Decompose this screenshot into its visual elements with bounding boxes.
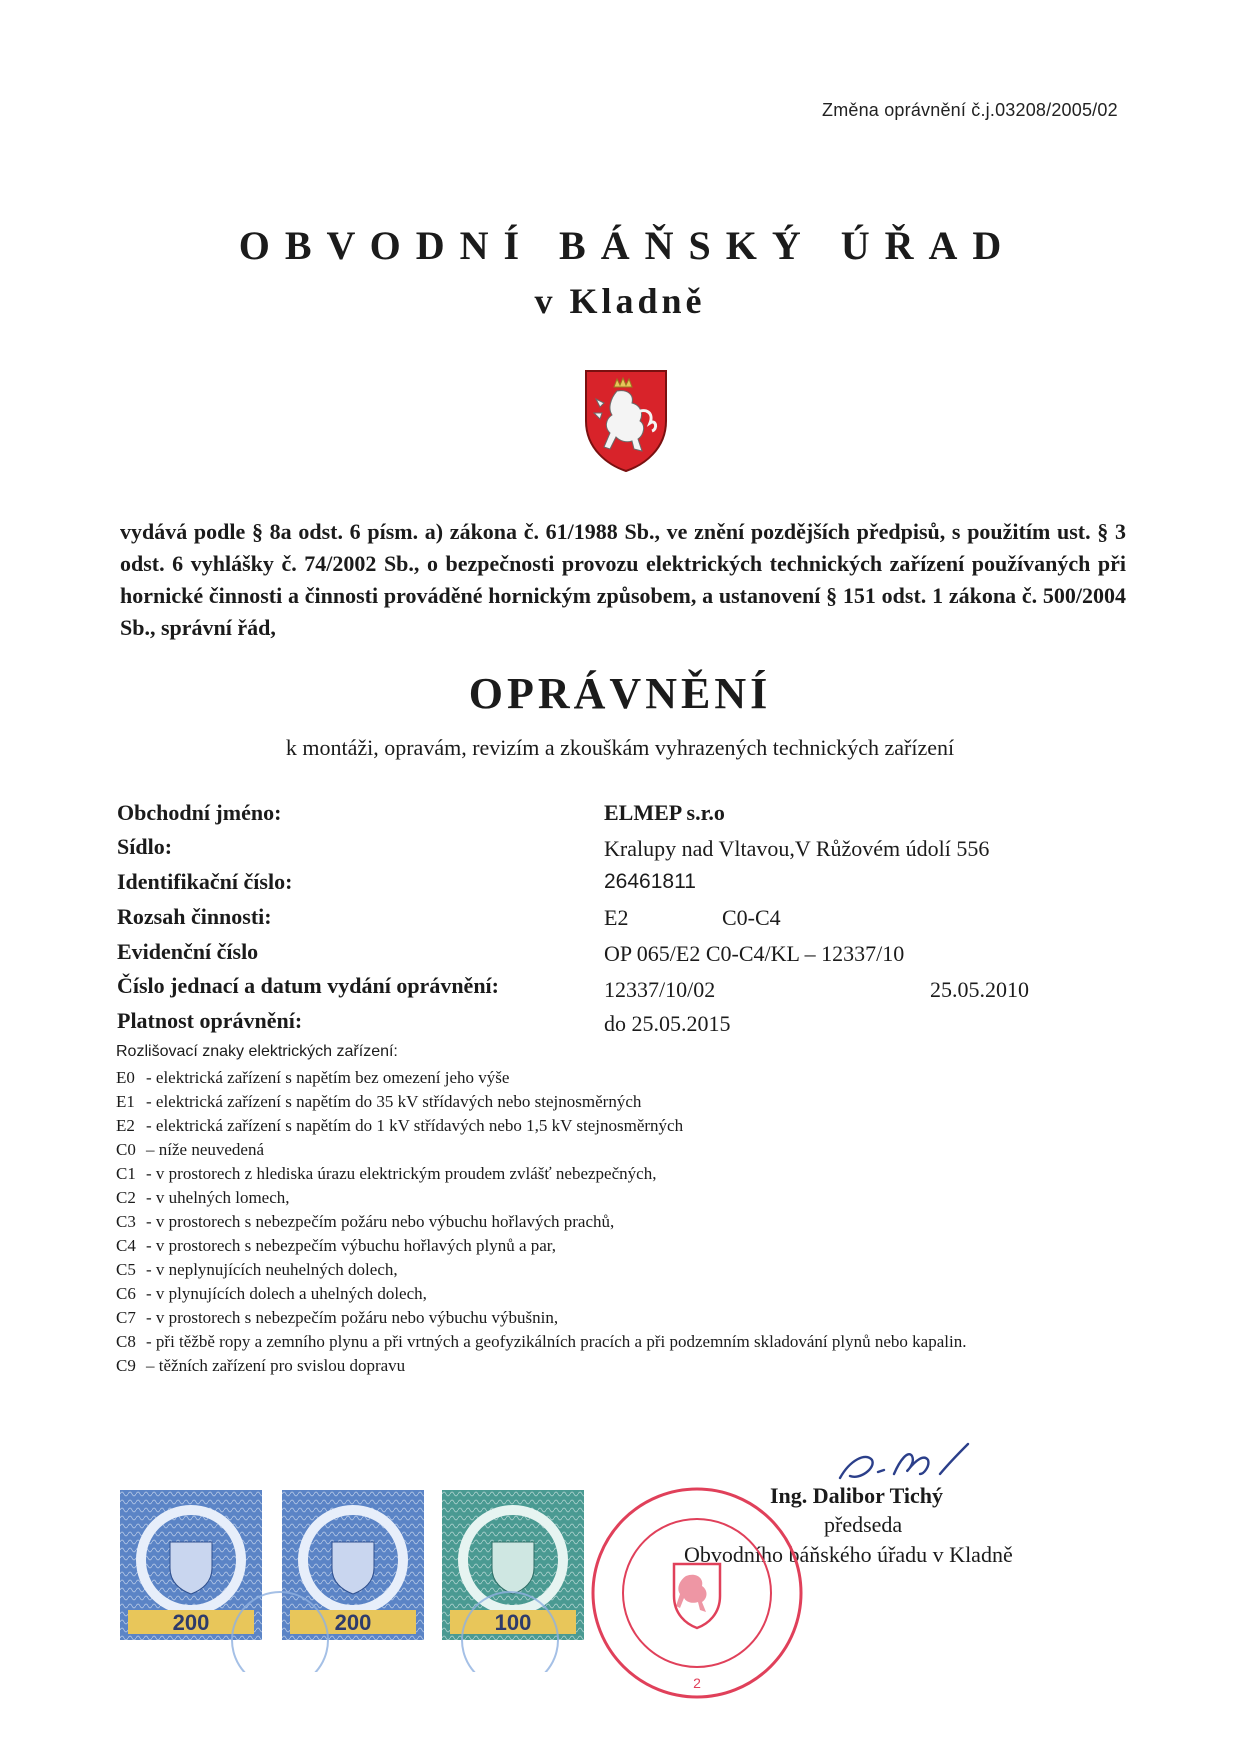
distinction-text: – těžních zařízení pro svislou dopravu	[146, 1356, 406, 1375]
id-number-value: 26461811	[604, 870, 696, 893]
distinction-text: - při těžbě ropy a zemního plynu a při vrtných a geofyzikálních pracích a při podzemním skladování plynů nebo kapalin.	[146, 1332, 967, 1351]
distinction-item	[116, 1306, 1126, 1330]
distinction-text: - v prostorech s nebezpečím požáru nebo výbuchu hořlavých prachů,	[146, 1212, 615, 1231]
reference-date-label: Číslo jednací a datum vydání oprávnění:	[117, 973, 499, 998]
distinction-item	[116, 1090, 1126, 1114]
reference-number-value: 12337/10/02	[604, 977, 716, 1002]
distinction-item	[116, 1354, 1126, 1378]
business-name-value: ELMEP s.r.o	[604, 800, 725, 825]
distinction-code: C3	[116, 1212, 136, 1231]
seat-label: Sídlo:	[117, 834, 173, 859]
distinction-code: E0	[116, 1068, 135, 1087]
distinction-item	[116, 1114, 1126, 1138]
distinction-code: C1	[116, 1164, 136, 1183]
legal-preamble: vydává podle § 8a odst. 6 písm. a) zákona č. 61/1988 Sb., ve znění pozdějších předpisů, s použitím ust. § 3 odst. 6 vyhlášky č. 74/2002 Sb., o bezpečnosti provozu elektrických technických zařízení používaných při hornické činnosti a činnosti prováděné hornickým způsobem, a ustanovení § 151 odst. 1 zákona č. 500/2004 Sb., správní řád,	[120, 519, 1126, 640]
reference-number: Změna oprávnění č.j.03208/2005/02	[822, 100, 1118, 120]
distinction-text: - v plynujících dolech a uhelných dolech,	[146, 1284, 427, 1303]
signatory-name: Ing. Dalibor Tichý	[770, 1483, 944, 1508]
distinction-code: C5	[116, 1260, 136, 1279]
revenue-stamp-1	[120, 1490, 262, 1640]
distinction-code: C6	[116, 1284, 136, 1303]
record-number-value: OP 065/E2 C0-C4/KL – 12337/10	[604, 941, 905, 966]
distinction-item	[116, 1234, 1126, 1258]
distinction-code: C8	[116, 1332, 136, 1351]
distinction-item	[116, 1162, 1126, 1186]
distinction-text: - v prostorech z hlediska úrazu elektrickým proudem zvlášť nebezpečných,	[146, 1164, 657, 1183]
distinction-text: – níže neuvedená	[146, 1140, 264, 1159]
stamp-3-value: 100	[494, 1610, 532, 1635]
distinction-text: - elektrická zařízení s napětím bez omezení jeho výše	[146, 1068, 510, 1087]
distinction-text: - v prostorech s nebezpečím výbuchu hořlavých plynů a par,	[146, 1236, 557, 1255]
business-name-label: Obchodní jméno:	[117, 800, 282, 825]
id-number-label: Identifikační číslo:	[117, 869, 293, 894]
distinction-item	[116, 1138, 1126, 1162]
revenue-stamps	[120, 1490, 590, 1672]
record-number-label: Evidenční číslo	[117, 939, 259, 964]
distinction-code: C7	[116, 1308, 136, 1327]
distinction-item	[116, 1258, 1126, 1282]
stamp-2-value: 200	[334, 1610, 372, 1635]
revenue-stamp-2	[282, 1490, 424, 1640]
scope-label: Rozsah činnosti:	[117, 904, 272, 929]
distinction-item	[116, 1210, 1126, 1234]
validity-label: Platnost oprávnění:	[117, 1008, 303, 1033]
distinction-code: C4	[116, 1236, 136, 1255]
distinction-text: - v prostorech s nebezpečím požáru nebo výbuchu výbušnin,	[146, 1308, 559, 1327]
authority-location: v Kladně	[534, 281, 706, 321]
signatory-organization: Obvodního báňského úřadu v Kladně	[684, 1542, 1013, 1567]
distinction-code: E2	[116, 1116, 135, 1135]
distinction-code: C0	[116, 1140, 136, 1159]
distinction-item	[116, 1282, 1126, 1306]
document-title: OPRÁVNĚNÍ	[468, 669, 772, 718]
seal-number: 2	[693, 1675, 701, 1691]
official-seal	[582, 1478, 812, 1708]
distinction-text: - elektrická zařízení s napětím do 35 kV střídavých nebo stejnosměrných	[146, 1092, 642, 1111]
distinction-code: C9	[116, 1356, 136, 1375]
distinction-text: - v neplynujících neuhelných dolech,	[146, 1260, 398, 1279]
distinction-text: - v uhelných lomech,	[146, 1188, 290, 1207]
distinctions-heading: Rozlišovací znaky elektrických zařízení:	[116, 1043, 398, 1060]
handwritten-signature	[820, 1430, 1020, 1490]
distinction-item	[116, 1330, 1126, 1354]
signatory-role: předseda	[824, 1512, 903, 1537]
czech-lion-emblem-icon	[584, 369, 668, 473]
distinction-text: - elektrická zařízení s napětím do 1 kV střídavých nebo 1,5 kV stejnosměrných	[146, 1116, 684, 1135]
seat-value: Kralupy nad Vltavou,V Růžovém údolí 556	[604, 836, 990, 861]
distinction-code: E1	[116, 1092, 135, 1111]
distinction-item	[116, 1186, 1126, 1210]
document-subtitle: k montáži, opravám, revizím a zkouškám vyhrazených technických zařízení	[285, 735, 955, 760]
stamp-1-value: 200	[172, 1610, 210, 1635]
distinction-code: C2	[116, 1188, 136, 1207]
distinctions-list	[116, 1066, 1126, 1378]
scope-value-b: C0-C4	[722, 905, 781, 930]
validity-value: do 25.05.2015	[604, 1011, 731, 1036]
distinction-item	[116, 1066, 1126, 1090]
revenue-stamp-3	[442, 1490, 584, 1640]
scope-value-a: E2	[604, 905, 629, 930]
issue-date-value: 25.05.2010	[930, 977, 1029, 1002]
authority-name: OBVODNÍ BÁŇSKÝ ÚŘAD	[238, 223, 1017, 268]
